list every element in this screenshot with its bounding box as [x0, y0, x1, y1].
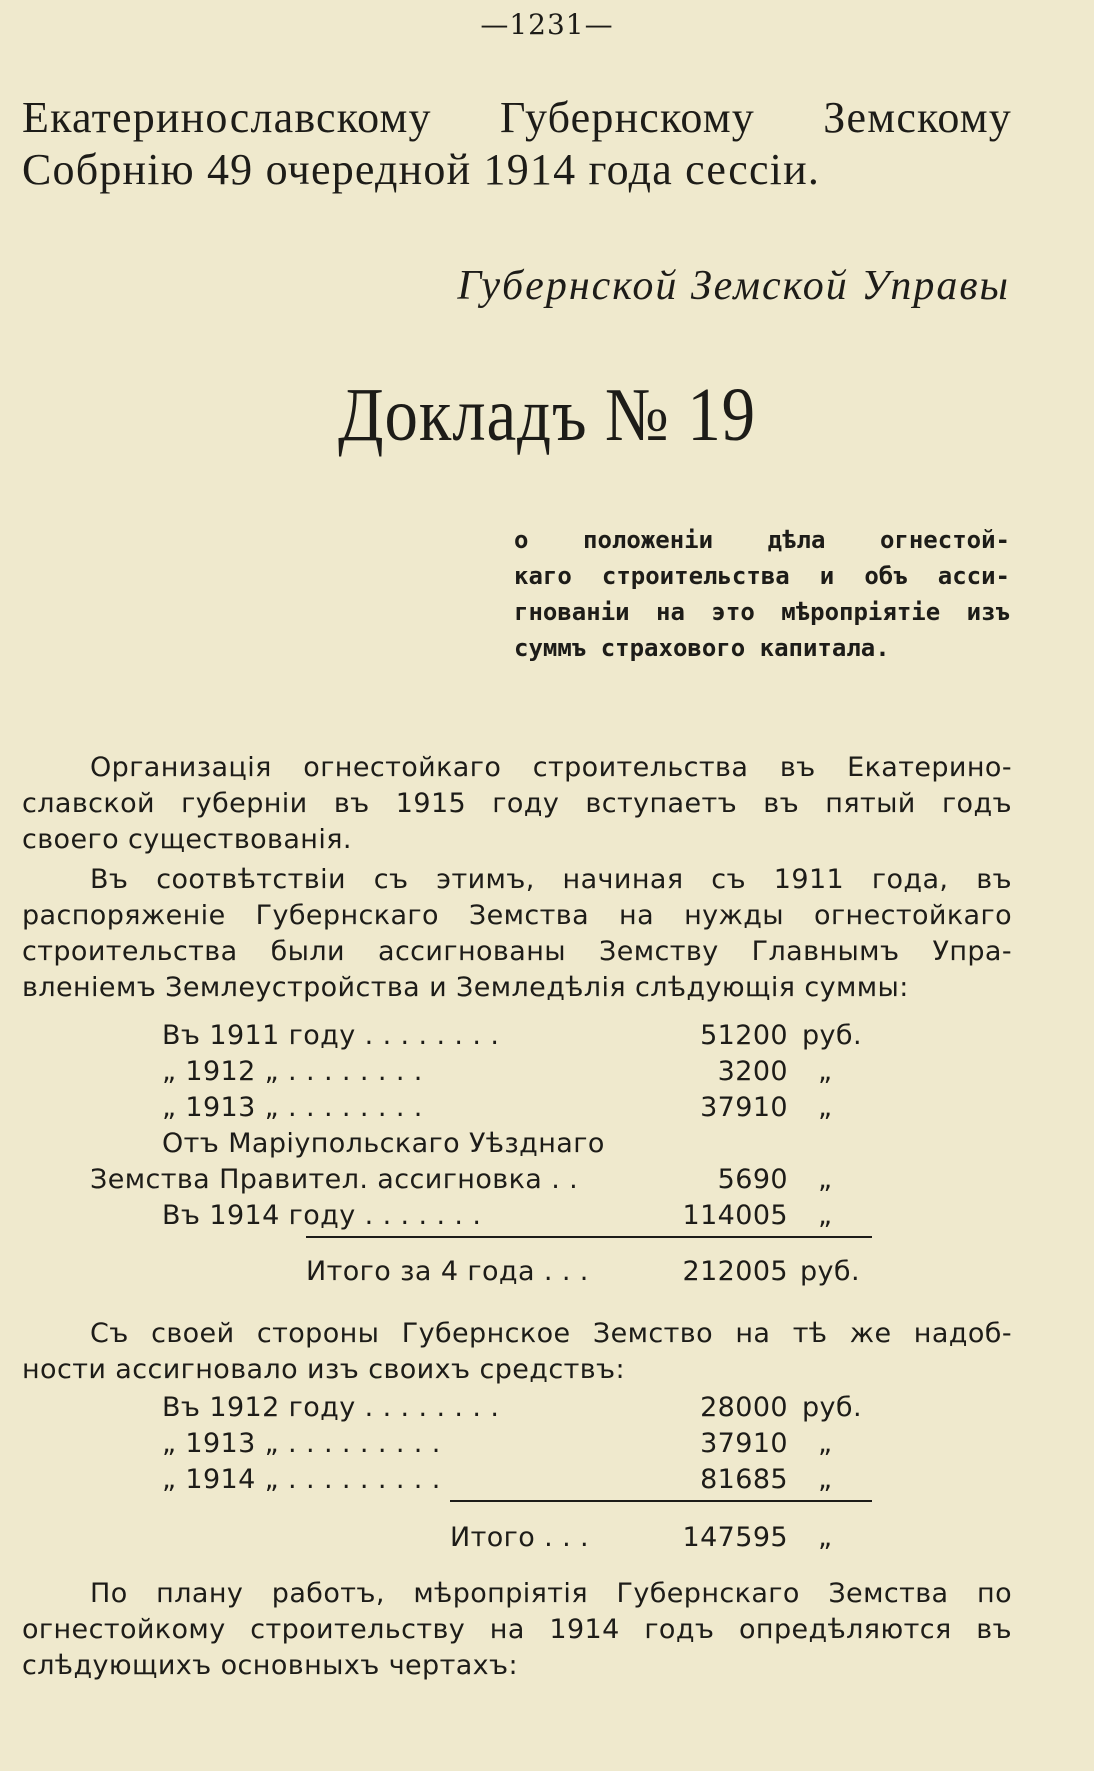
row-label: „ 1913 „ . . . . . . . .	[162, 1092, 423, 1123]
row-unit: „	[818, 1428, 833, 1459]
address-line: Собрнію 49 очередной 1914 года сессіи.	[22, 145, 821, 194]
paragraph-line: распоряженіе Губернскаго Земства на нужды огнестойкаго	[22, 900, 1012, 931]
paragraph-line: своего существованія.	[22, 824, 352, 855]
sum-rule	[306, 1236, 872, 1238]
address-line: Екатеринославскому Губернскому Земскому	[22, 93, 1012, 142]
paragraph-line: вленіемъ Землеустройства и Земледѣлія слѣдующія суммы:	[22, 972, 909, 1003]
paragraph-plan	[22, 1576, 1012, 1684]
paragraph-line: ности ассигновало изъ своихъ средствъ:	[22, 1354, 625, 1385]
paragraph-line: По плану работъ, мѣропріятія Губернскаго Земства по	[90, 1578, 1012, 1609]
page-number: —1231—	[480, 8, 614, 41]
paragraph-intro	[22, 750, 1012, 858]
row-unit: „	[818, 1164, 833, 1195]
total-amount: 212005	[682, 1256, 788, 1287]
row-amount: 51200	[700, 1020, 788, 1051]
row-amount: 5690	[717, 1164, 788, 1195]
address-heading	[22, 92, 1012, 196]
paragraph-line: Съ своей стороны Губернское Земство на тѣ же надоб-	[90, 1318, 1012, 1349]
total-unit: „	[818, 1522, 833, 1553]
paragraph-line: славской губерніи въ 1915 году вступаетъ въ пятый годъ	[22, 788, 1012, 819]
row-amount: 28000	[700, 1392, 788, 1423]
row-label: „ 1913 „ . . . . . . . . .	[162, 1428, 441, 1459]
paragraph-line: строительства были ассигнованы Земству Главнымъ Упра-	[22, 936, 1012, 967]
row-unit: „	[818, 1092, 833, 1123]
row-amount: 114005	[682, 1200, 788, 1231]
subject-line: каго строительства и объ асси-	[514, 562, 1010, 590]
row-unit: руб.	[802, 1392, 862, 1423]
total-label: Итого . . .	[450, 1522, 590, 1553]
paragraph-own-funds	[22, 1316, 1012, 1388]
row-amount: 3200	[717, 1056, 788, 1087]
subject-line: о положеніи дѣла огнестой-	[514, 526, 1010, 554]
report-title: Докладъ № 19	[338, 373, 756, 457]
row-unit: „	[818, 1200, 833, 1231]
row-unit: руб.	[802, 1020, 862, 1051]
total-amount: 147595	[682, 1522, 788, 1553]
row-label: Отъ Маріупольскаго Уѣзднаго	[162, 1128, 605, 1159]
row-amount: 37910	[700, 1428, 788, 1459]
row-label: Земства Правител. ассигновка . .	[90, 1164, 579, 1195]
paragraph-allocations	[22, 862, 1012, 1006]
row-amount: 81685	[700, 1464, 788, 1495]
subject-line: суммъ страхового капитала.	[514, 634, 890, 662]
row-label: „ 1912 „ . . . . . . . .	[162, 1056, 423, 1087]
row-label: „ 1914 „ . . . . . . . . .	[162, 1464, 441, 1495]
row-amount: 37910	[700, 1092, 788, 1123]
row-label: Въ 1914 году . . . . . . .	[162, 1200, 482, 1231]
paragraph-line: слѣдующихъ основныхъ чертахъ:	[22, 1650, 519, 1681]
row-unit: „	[818, 1464, 833, 1495]
subject-line: гнованіи на это мѣропріятіе изъ	[514, 598, 1010, 626]
issuer-heading: Губернской Земской Управы	[457, 263, 1010, 309]
total-label: Итого за 4 года . . .	[306, 1256, 589, 1287]
paragraph-line: огнестойкому строительству на 1914 годъ опредѣляются въ	[22, 1614, 1012, 1645]
row-unit: „	[818, 1056, 833, 1087]
paragraph-line: Въ соотвѣтствіи съ этимъ, начиная съ 1911 года, въ	[90, 864, 1012, 895]
sum-rule	[450, 1500, 872, 1502]
row-label: Въ 1911 году . . . . . . . .	[162, 1020, 500, 1051]
row-label: Въ 1912 году . . . . . . . .	[162, 1392, 500, 1423]
total-unit: руб.	[800, 1256, 860, 1287]
paragraph-line: Организація огнестойкаго строительства въ Екатерино-	[90, 752, 1012, 783]
report-subject	[514, 522, 1010, 666]
